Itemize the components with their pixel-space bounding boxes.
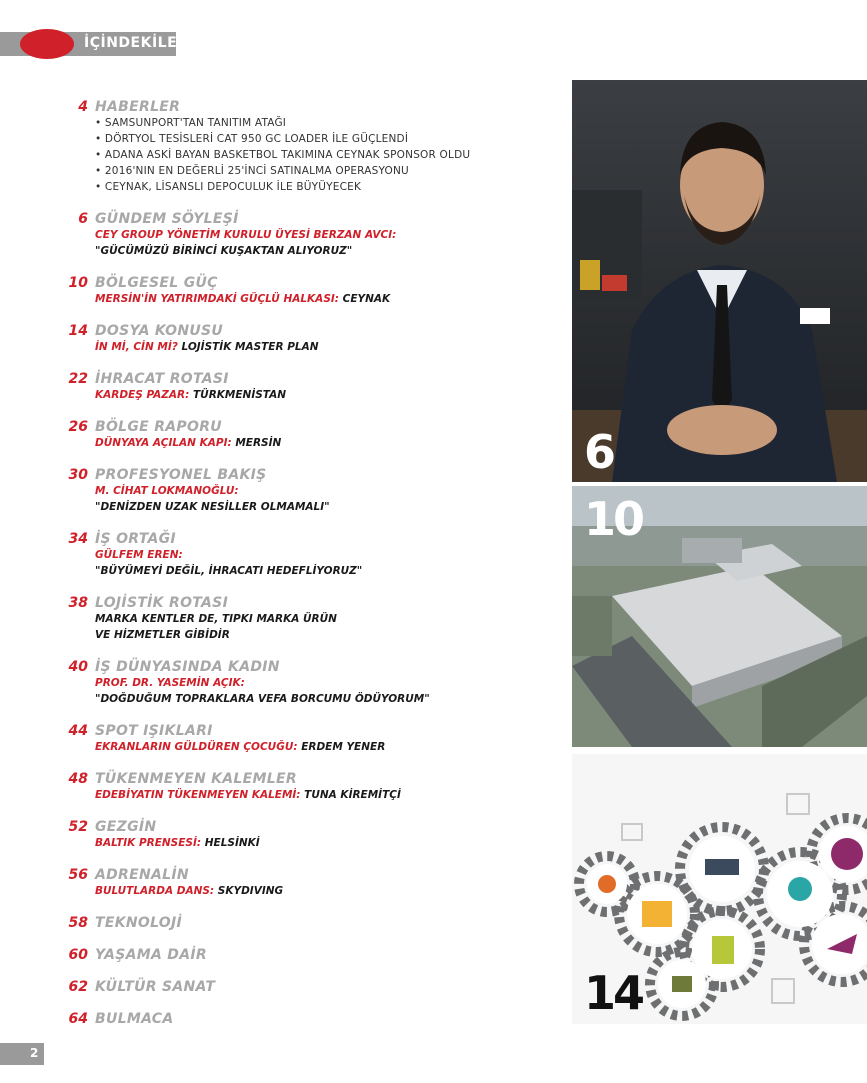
toc-subtitle-black: "BÜYÜMEYİ DEĞİL, İHRACATI HEDEFLİYORUZ" xyxy=(95,565,363,577)
toc-subtitle-black: VE HİZMETLER GİBİDİR xyxy=(95,629,230,641)
portrait-photo xyxy=(572,80,867,482)
toc-bullet: • CEYNAK, LİSANSLI DEPOCULUK İLE BÜYÜYECEK xyxy=(95,181,362,193)
toc-page-number: 38 xyxy=(68,595,88,611)
toc-section-title: TEKNOLOJİ xyxy=(95,915,183,931)
toc-section-title: HABERLER xyxy=(95,99,181,115)
toc-subtitle-red: GÜLFEM EREN: xyxy=(95,549,183,561)
toc-page-number: 14 xyxy=(68,323,88,339)
toc-section-title: KÜLTÜR SANAT xyxy=(95,979,216,995)
toc-subtitle-black: TUNA KİREMİTÇİ xyxy=(300,789,401,801)
photo-page-number: 10 xyxy=(584,492,643,546)
toc-subtitle-red: M. CİHAT LOKMANOĞLU: xyxy=(95,485,239,497)
toc-subtitle-black: "DOĞDUĞUM TOPRAKLARA VEFA BORCUMU ÖDÜYORUM" xyxy=(95,693,430,705)
toc-section-title: ADRENALİN xyxy=(95,867,189,883)
toc-page-number: 64 xyxy=(68,1011,88,1027)
toc-page-number: 58 xyxy=(68,915,88,931)
toc-subtitle-red: İN Mİ, CİN Mİ? xyxy=(95,341,178,353)
toc-subtitle-black: MARKA KENTLER DE, TIPKI MARKA ÜRÜN xyxy=(95,613,337,625)
page-number: 2 xyxy=(30,1046,39,1060)
toc-section-title: TÜKENMEYEN KALEMLER xyxy=(95,771,297,787)
toc-section-title: DOSYA KONUSU xyxy=(95,323,224,339)
toc-subtitle xyxy=(95,741,385,753)
toc-page-number: 52 xyxy=(68,819,88,835)
toc-subtitle-black: CEYNAK xyxy=(338,293,391,305)
toc-bullet: • SAMSUNPORT'TAN TANITIM ATAĞI xyxy=(95,117,287,129)
toc-page-number: 26 xyxy=(68,419,88,435)
toc-page-number: 22 xyxy=(68,371,88,387)
toc-section-title: GÜNDEM SÖYLEŞİ xyxy=(95,211,239,227)
toc-section-title: YAŞAMA DAİR xyxy=(95,947,207,963)
toc-page-number: 30 xyxy=(68,467,88,483)
aerial-warehouse-photo xyxy=(572,486,867,747)
toc-section-title: LOJİSTİK ROTASI xyxy=(95,595,229,611)
photo-page-number: 6 xyxy=(584,425,614,479)
toc-subtitle xyxy=(95,293,390,305)
toc-section-title: İHRACAT ROTASI xyxy=(95,371,229,387)
toc-subtitle-black: "GÜCÜMÜZÜ BİRİNCİ KUŞAKTAN ALIYORUZ" xyxy=(95,245,353,257)
toc-section-title: GEZGİN xyxy=(95,819,157,835)
toc-section-title: BULMACA xyxy=(95,1011,174,1027)
toc-bullet: • ADANA ASKİ BAYAN BASKETBOL TAKIMINA CEYNAK SPONSOR OLDU xyxy=(95,149,471,161)
toc-page-number: 60 xyxy=(68,947,88,963)
toc-page-number: 4 xyxy=(78,99,88,115)
toc-subtitle xyxy=(95,437,281,449)
toc-page-number: 40 xyxy=(68,659,88,675)
toc-section-title: SPOT IŞIKLARI xyxy=(95,723,213,739)
toc-subtitle xyxy=(95,837,260,849)
toc-page-number: 62 xyxy=(68,979,88,995)
toc-section-title: İŞ ORTAĞI xyxy=(95,531,176,547)
toc-page-number: 48 xyxy=(68,771,88,787)
toc-subtitle-black: HELSİNKİ xyxy=(201,837,260,849)
toc-subtitle-black: "DENİZDEN UZAK NESİLLER OLMAMALI" xyxy=(95,501,330,513)
logistics-gears-illustration xyxy=(572,754,867,1024)
toc-subtitle-red: PROF. DR. YASEMİN AÇIK: xyxy=(95,677,245,689)
toc-subtitle-black: SKYDIVING xyxy=(214,885,284,897)
toc-page-number: 34 xyxy=(68,531,88,547)
toc-subtitle-red: EKRANLARIN GÜLDÜREN ÇOCUĞU: xyxy=(95,741,298,753)
toc-section-title: BÖLGESEL GÜÇ xyxy=(95,275,218,291)
toc-subtitle-black: TÜRKMENİSTAN xyxy=(189,389,287,401)
toc-subtitle-red: CEY GROUP YÖNETİM KURULU ÜYESİ BERZAN AVCI: xyxy=(95,229,397,241)
toc-page-number: 44 xyxy=(68,723,88,739)
toc-page-number: 56 xyxy=(68,867,88,883)
toc-section-title: İŞ DÜNYASINDA KADIN xyxy=(95,659,280,675)
toc-subtitle-red: EDEBİYATIN TÜKENMEYEN KALEMİ: xyxy=(95,789,301,801)
toc-subtitle-red: KARDEŞ PAZAR: xyxy=(95,389,190,401)
toc-page-number: 6 xyxy=(78,211,88,227)
toc-subtitle xyxy=(95,341,319,353)
toc-section-title: BÖLGE RAPORU xyxy=(95,419,222,435)
toc-subtitle xyxy=(95,389,286,401)
toc-subtitle xyxy=(95,885,283,897)
toc-subtitle-red: DÜNYAYA AÇILAN KAPI: xyxy=(95,437,232,449)
toc-subtitle-red: BALTIK PRENSESİ: xyxy=(95,837,202,849)
photo-page-number: 14 xyxy=(584,966,643,1020)
toc-section-title: PROFESYONEL BAKIŞ xyxy=(95,467,267,483)
toc-subtitle-red: MERSİN'İN YATIRIMDAKİ GÜÇLÜ HALKASI: xyxy=(95,293,339,305)
toc-subtitle-red: BULUTLARDA DANS: xyxy=(95,885,215,897)
toc-subtitle-black: ERDEM YENER xyxy=(297,741,386,753)
toc-subtitle-black: LOJİSTİK MASTER PLAN xyxy=(177,341,319,353)
toc-bullet: • 2016'NIN EN DEĞERLİ 25'İNCİ SATINALMA OPERASYONU xyxy=(95,165,409,177)
toc-bullet: • DÖRTYOL TESİSLERİ CAT 950 GC LOADER İLE GÜÇLENDİ xyxy=(95,133,409,145)
page-title: İÇİNDEKİLER xyxy=(84,35,189,51)
toc-subtitle xyxy=(95,789,401,801)
toc-page-number: 10 xyxy=(68,275,88,291)
toc-subtitle-black: MERSİN xyxy=(231,437,282,449)
